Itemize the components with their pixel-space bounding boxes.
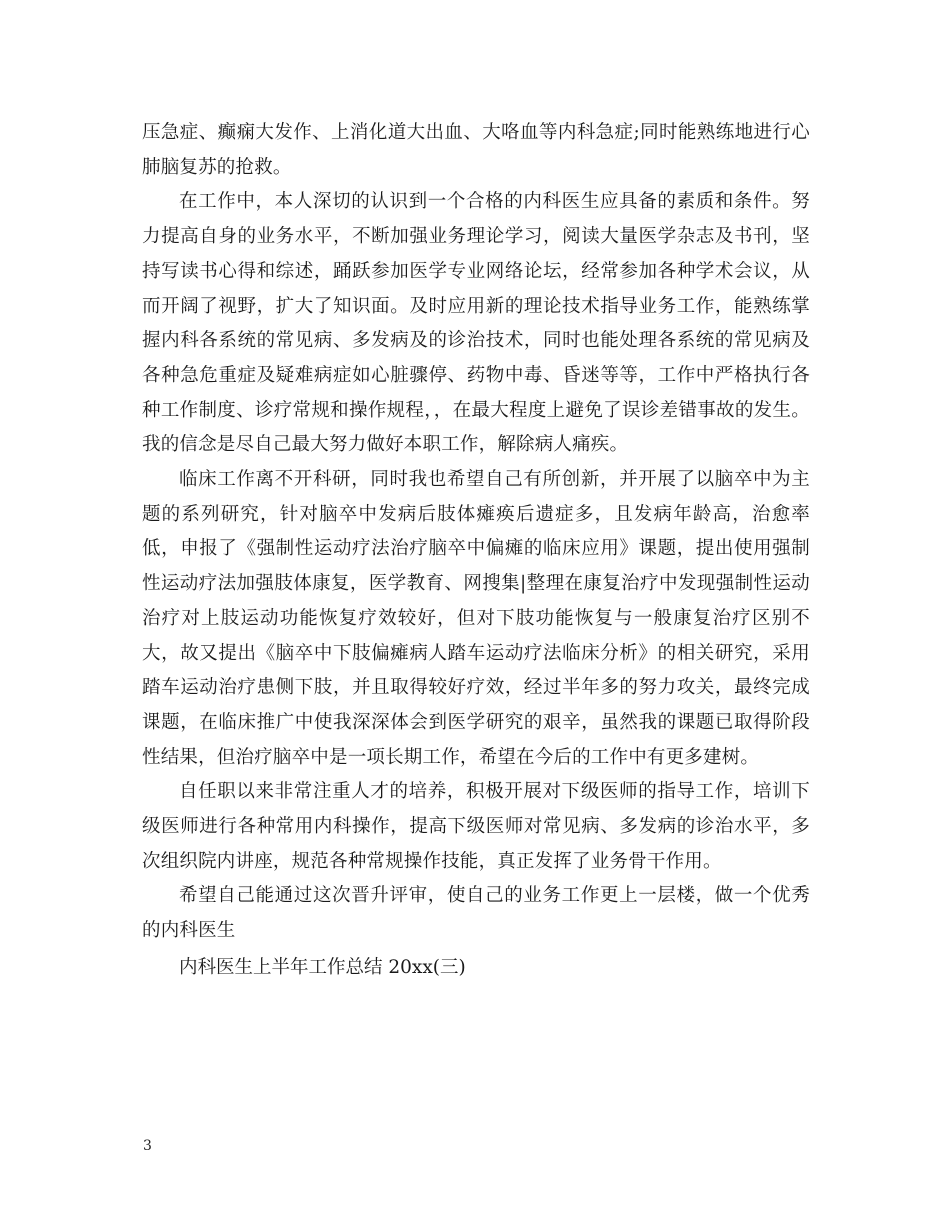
paragraph-training: 自任职以来非常注重人才的培养，积极开展对下级医师的指导工作，培训下级医师进行各种常用内科操作，提高下级医师对常见病、多发病的诊治水平，多次组织院内讲座，规范各种常规操作技能，真正发挥了业务骨干作用。 bbox=[142, 781, 810, 872]
paragraph-work-qualities: 在工作中，本人深切的认识到一个合格的内科医生应具备的素质和条件。努力提高自身的业务水平，不断加强业务理论学习，阅读大量医学杂志及书刊，坚持写读书心得和综述，踊跃参加医学专业网络论坛，经常参加各种学术会议，从而开阔了视野，扩大了知识面。及时应用新的理论技术指导业务工作，能熟练掌握内科各系统的常见病、多发病及的诊治技术，同时也能处理各系统的常见病及各种急危重症及疑难病症如心脏骤停、药物中毒、昏迷等等，工作中严格执行各种工作制度、诊疗常规和操作规程，，在最大程度上避免了误诊差错事故的发生。我的信念是尽自己最大努力做好本职工作，解除病人痛疾。 bbox=[142, 191, 810, 456]
paragraph-continuation: 压急症、癫痫大发作、上消化道大出血、大咯血等内科急症;同时能熟练地进行心肺脑复苏的抢救。 bbox=[142, 122, 810, 178]
document-body bbox=[142, 116, 810, 986]
page-number: 3 bbox=[143, 1138, 152, 1154]
paragraph-research: 临床工作离不开科研，同时我也希望自己有所创新，并开展了以脑卒中为主题的系列研究，针对脑卒中发病后肢体瘫痪后遗症多，且发病年龄高，治愈率低，申报了《强制性运动疗法治疗脑卒中偏瘫的临床应用》课题，提出使用强制性运动疗法加强肢体康复，医学教育、网搜集|整理在康复治疗中发现强制性运动治疗对上肢运动功能恢复疗效较好，但对下肢功能恢复与一般康复治疗区别不大，故又提出《脑卒中下肢偏瘫病人踏车运动疗法临床分析》的相关研究，采用踏车运动治疗患侧下肢，并且取得较好疗效，经过半年多的努力攻关，最终完成课题，在临床推广中使我深深体会到医学研究的艰辛，虽然我的课题已取得阶段性结果，但治疗脑卒中是一项长期工作，希望在今后的工作中有更多建树。 bbox=[142, 469, 810, 768]
paragraph-promotion-hope: 希望自己能通过这次晋升评审，使自己的业务工作更上一层楼，做一个优秀的内科医生 bbox=[142, 885, 810, 942]
next-section-title: 内科医生上半年工作总结 20xx(三) bbox=[179, 956, 466, 978]
